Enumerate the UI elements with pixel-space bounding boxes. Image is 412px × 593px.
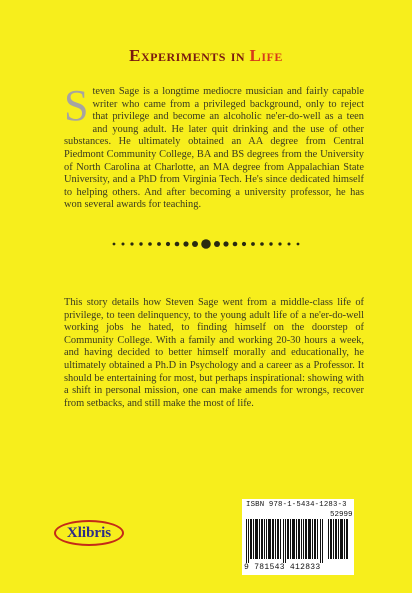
price-code: 52999 <box>330 511 353 519</box>
publisher-logo-text: Xlibris <box>66 524 112 541</box>
book-synopsis <box>64 297 364 410</box>
isbn-barcode <box>242 499 354 575</box>
bio-dropcap: S <box>64 81 89 130</box>
synopsis-text: This story details how Steven Sage went from a middle-class life of privilege, to teen delinquency, to the young adult life of a ne'er-do-well working jobs he hated, to finding himself on the doorstep of Community College. With a family and working 20-30 hours a week, and having decided to better himself morally and educationally, he ultimately obtained a Ph.D in Psychology and a career as a Professor. It should be entertaining for most, but perhaps inspirational: showing with a shift in personal mission, one can make amends for wrongs, recover from setbacks, and still make the most of life. <box>64 297 364 409</box>
dot-divider-icon <box>110 237 302 251</box>
bio-text: teven Sage is a longtime mediocre musician and fairly capable writer who came from a privileged background, only to reject that privilege and become an alcoholic ne'er-do-well as a teen and young adult. He later quit drinking and the use of other substances. He ultimately obtained an AA degree from Central Piedmont Community College, BA and BS degrees from the University of North Carolina at Charlotte, an MA degree from Appalachian State University, and a PhD from Virginia Tech. He's since dedicated himself to helping others. And after becoming a university professor, he has won several awards for teaching. <box>64 86 364 211</box>
price-bars-icon <box>328 519 350 563</box>
barcode-bars-icon <box>246 519 326 563</box>
publisher-logo <box>54 520 124 546</box>
author-bio <box>64 81 364 212</box>
book-title <box>0 46 412 66</box>
title-part-2: Life <box>249 46 283 65</box>
title-part-1: Experiments in <box>129 46 246 65</box>
isbn-text: ISBN 978-1-5434-1283-3 <box>246 501 347 509</box>
barcode-digits: 9 781543 412833 <box>244 563 321 572</box>
